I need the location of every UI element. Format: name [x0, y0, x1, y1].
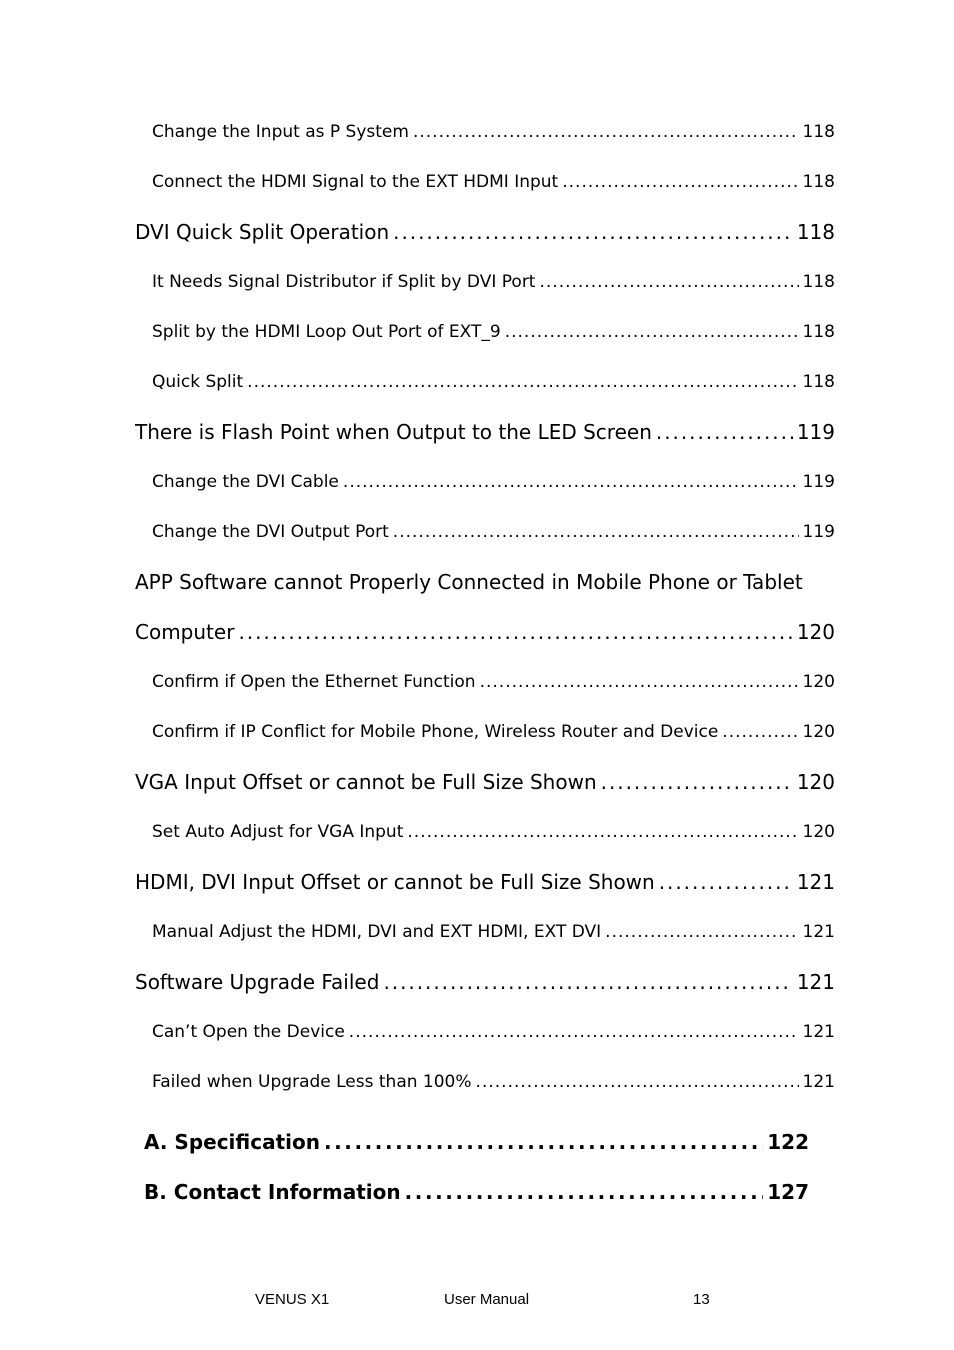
toc-entry-title: Connect the HDMI Signal to the EXT HDMI Input: [152, 172, 559, 192]
toc-entry-page: 120: [796, 770, 835, 794]
toc-entry-page: 119: [802, 522, 835, 542]
toc-entry-title: There is Flash Point when Output to the LED Screen: [135, 420, 652, 444]
toc-entry-title: Failed when Upgrade Less than 100%: [152, 1072, 472, 1092]
toc-entry-page: 121: [802, 1022, 835, 1042]
toc-entry-title: Change the Input as P System: [152, 122, 409, 142]
toc-entry[interactable]: [135, 220, 835, 244]
toc-leader-dots: [605, 922, 798, 942]
toc-leader-dots: [393, 220, 793, 244]
toc-entry-title: B. Contact Information: [144, 1180, 401, 1204]
toc-entry-title: Split by the HDMI Loop Out Port of EXT_9: [152, 322, 501, 342]
toc-entry-page: 118: [802, 122, 835, 142]
toc-entry[interactable]: [135, 770, 835, 794]
toc-entry-title: VGA Input Offset or cannot be Full Size Shown: [135, 770, 597, 794]
toc-leader-dots: [476, 1072, 799, 1092]
toc-leader-dots: [349, 1022, 799, 1042]
toc-leader-dots: [383, 970, 792, 994]
toc-entry-page: 121: [796, 970, 835, 994]
toc-leader-dots: [480, 672, 799, 692]
toc-entry-title: A. Specification: [144, 1130, 320, 1154]
toc-entry-title: Confirm if IP Conflict for Mobile Phone, Wireless Router and Device: [152, 722, 719, 742]
toc-entry-page: 119: [796, 420, 835, 444]
toc-entry-title: Computer: [135, 620, 235, 644]
toc-entry-title: It Needs Signal Distributor if Split by DVI Port: [152, 272, 536, 292]
toc-entry-title: Can’t Open the Device: [152, 1022, 345, 1042]
toc-leader-dots: [407, 822, 798, 842]
toc-entry[interactable]: [152, 1022, 835, 1042]
toc-leader-dots: [238, 620, 792, 644]
toc-entry-page: 121: [802, 922, 835, 942]
toc-entry[interactable]: [152, 322, 835, 342]
toc-entry-title: HDMI, DVI Input Offset or cannot be Full Size Shown: [135, 870, 655, 894]
toc-entry-title: Change the DVI Cable: [152, 472, 339, 492]
toc-entry-title: Confirm if Open the Ethernet Function: [152, 672, 476, 692]
toc-leader-dots: [343, 472, 799, 492]
toc-entry-page: 122: [767, 1130, 809, 1154]
toc-entry-page: 119: [802, 472, 835, 492]
toc-entry-page: 120: [802, 672, 835, 692]
footer-page-number: 13: [693, 1291, 710, 1308]
toc-entry-title: APP Software cannot Properly Connected in Mobile Phone or Tablet: [135, 570, 803, 594]
footer-document-title: User Manual: [444, 1291, 530, 1308]
toc-entry-title: Set Auto Adjust for VGA Input: [152, 822, 404, 842]
toc-entry-title: DVI Quick Split Operation: [135, 220, 390, 244]
toc-entry-page: 118: [796, 220, 835, 244]
toc-leader-dots: [505, 322, 799, 342]
toc-entry-page: 118: [802, 272, 835, 292]
toc-leader-dots: [601, 770, 793, 794]
toc-leader-dots: [539, 272, 798, 292]
toc-leader-dots: [393, 522, 799, 542]
footer-product-name: VENUS X1: [255, 1291, 330, 1308]
toc-entry-title: Software Upgrade Failed: [135, 970, 380, 994]
toc-entry[interactable]: [152, 272, 835, 292]
toc-entry-page: 127: [767, 1180, 809, 1204]
toc-leader-dots: [324, 1130, 763, 1154]
toc-entry-title: Quick Split: [152, 372, 244, 392]
toc-entry[interactable]: [152, 172, 835, 192]
toc-entry-title: Change the DVI Output Port: [152, 522, 389, 542]
toc-entry-page: 118: [802, 372, 835, 392]
toc-leader-dots: [722, 722, 798, 742]
toc-leader-dots: [247, 372, 798, 392]
toc-entry[interactable]: [152, 722, 835, 742]
toc-leader-dots: [405, 1180, 764, 1204]
toc-entry[interactable]: [152, 922, 835, 942]
toc-leader-dots: [659, 870, 793, 894]
toc-entry-page: 120: [796, 620, 835, 644]
toc-entry-page: 118: [802, 322, 835, 342]
toc-entry[interactable]: [152, 1072, 835, 1092]
toc-entry[interactable]: [152, 372, 835, 392]
toc-entry-page: 120: [802, 722, 835, 742]
toc-leader-dots: [562, 172, 798, 192]
toc-leader-dots: [413, 122, 799, 142]
toc-entry[interactable]: [152, 522, 835, 542]
toc-entry-wrapped-line[interactable]: [135, 570, 803, 594]
toc-entry[interactable]: [152, 822, 835, 842]
toc-appendix-entry[interactable]: [144, 1130, 809, 1154]
toc-entry[interactable]: [152, 472, 835, 492]
toc-entry-page: 118: [802, 172, 835, 192]
toc-appendix-entry[interactable]: [144, 1180, 809, 1204]
toc-entry-page: 121: [796, 870, 835, 894]
toc-entry[interactable]: [135, 620, 835, 644]
toc-entry-page: 121: [802, 1072, 835, 1092]
toc-entry-page: 120: [802, 822, 835, 842]
toc-entry[interactable]: [135, 420, 835, 444]
toc-entry-title: Manual Adjust the HDMI, DVI and EXT HDMI, EXT DVI: [152, 922, 602, 942]
toc-leader-dots: [656, 420, 793, 444]
toc-entry[interactable]: [152, 122, 835, 142]
toc-entry[interactable]: [152, 672, 835, 692]
toc-entry[interactable]: [135, 870, 835, 894]
toc-entry[interactable]: [135, 970, 835, 994]
